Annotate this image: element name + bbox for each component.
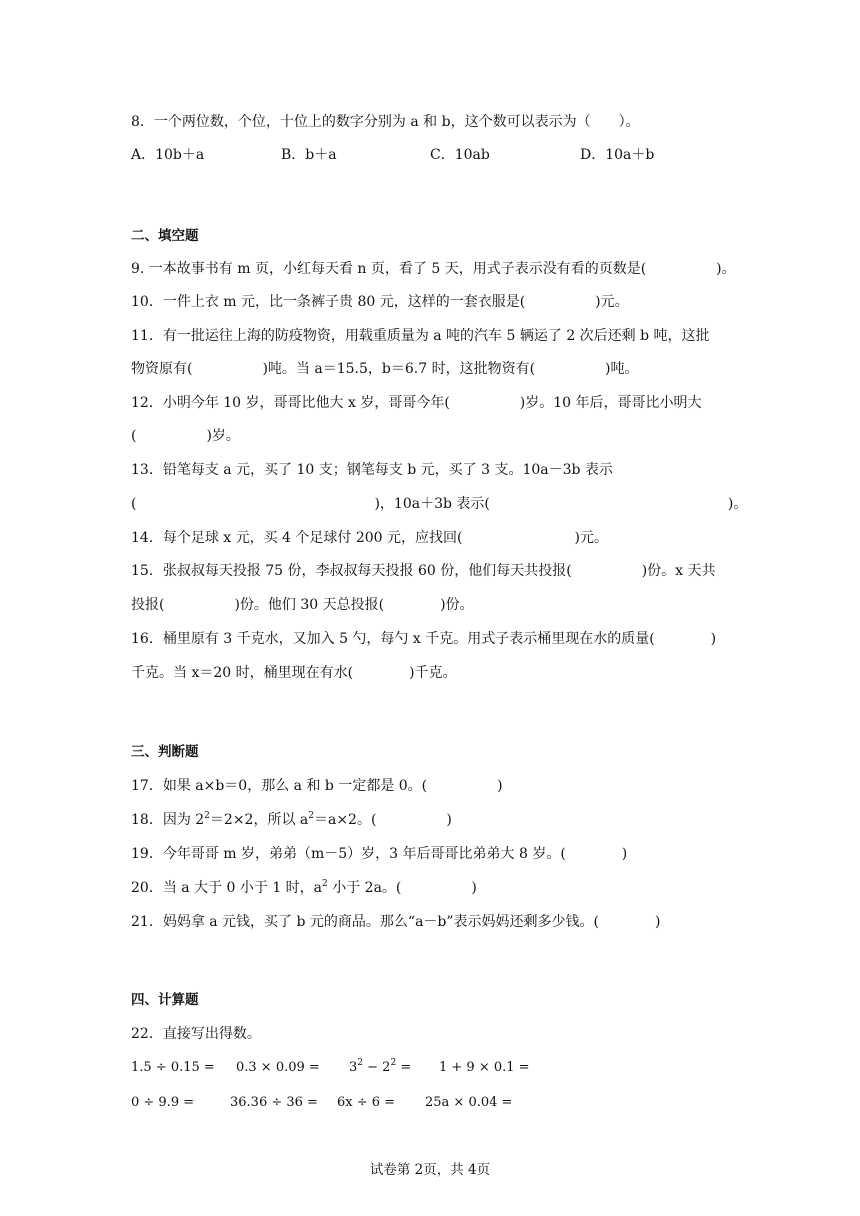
question-22: 22．直接写出得数。 xyxy=(131,1026,261,1042)
option-a: A．10b＋a xyxy=(131,147,205,163)
question-13-line-2: ( )，10a＋3b 表示( )。 xyxy=(131,496,748,512)
section-heading-fill: 二、填空题 xyxy=(131,228,199,244)
calc-item-3-exponent-2: 2 xyxy=(390,1058,397,1068)
option-d: D．10a＋b xyxy=(580,147,655,163)
question-14: 14．每个足球 x 元，买 4 个足球付 200 元，应找回( )元。 xyxy=(131,530,608,546)
calc-item-4: 1 + 9 × 0.1 = xyxy=(439,1060,530,1075)
question-9: 9. 一本故事书有 m 页，小红每天看 n 页，看了 5 天，用式子表示没有看的页数是( )。 xyxy=(131,261,736,277)
question-18-exponent-2: 2 xyxy=(308,811,314,821)
question-19: 19．今年哥哥 m 岁，弟弟（m－5）岁，3 年后哥哥比弟弟大 8 岁。( ) xyxy=(131,846,628,862)
question-20-exponent: 2 xyxy=(322,879,328,889)
calc-item-1: 1.5 ÷ 0.15 = xyxy=(131,1060,215,1075)
calc-item-3-base-2: − 2 xyxy=(363,1060,391,1075)
option-c: C．10ab xyxy=(430,147,490,163)
question-10: 10．一件上衣 m 元，比一条裤子贵 80 元，这样的一套衣服是( )元。 xyxy=(131,294,629,310)
question-15-line-1: 15．张叔叔每天投报 75 份，李叔叔每天投报 60 份，他们每天共投报( )份。x 天共 xyxy=(131,563,716,579)
calc-item-3-exponent-1: 2 xyxy=(357,1058,364,1068)
section-heading-calc: 四、计算题 xyxy=(131,992,199,1008)
question-11-line-1: 11．有一批运往上海的防疫物资，用载重质量为 a 吨的汽车 5 辆运了 2 次后还剩 b 吨，这批 xyxy=(131,328,710,344)
question-18-text-1: 18．因为 2 xyxy=(131,812,205,828)
option-b: B．b＋a xyxy=(281,147,337,163)
question-16-line-1: 16．桶里原有 3 千克水，又加入 5 勺，每勺 x 千克。用式子表示桶里现在水的质量( ) xyxy=(131,631,717,647)
page-footer: 试卷第 2页，共 4页 xyxy=(369,1162,491,1178)
question-18-text-2: ＝2×2，所以 a xyxy=(209,812,309,828)
question-20-text-1: 20．当 a 大于 0 小于 1 时，a xyxy=(131,880,323,896)
calc-item-6: 36.36 ÷ 36 = xyxy=(230,1095,318,1110)
calc-item-2: 0.3 × 0.09 = xyxy=(236,1060,320,1075)
calc-item-3 xyxy=(349,1058,411,1078)
question-12-line-2: ( )岁。 xyxy=(131,428,240,444)
question-13-line-1: 13．铅笔每支 a 元，买了 10 支；钢笔每支 b 元，买了 3 支。10a－3b 表示 xyxy=(131,462,613,478)
question-16-line-2: 千克。当 x＝20 时，桶里现在有水( )千克。 xyxy=(131,665,457,681)
question-20 xyxy=(131,878,477,898)
calc-item-8: 25a × 0.04 = xyxy=(425,1095,513,1110)
question-17: 17．如果 a×b＝0，那么 a 和 b 一定都是 0。( ) xyxy=(131,778,503,794)
calc-item-5: 0 ÷ 9.9 = xyxy=(131,1095,195,1110)
question-11-line-2: 物资原有( )吨。当 a＝15.5，b＝6.7 时，这批物资有( )吨。 xyxy=(131,361,639,377)
calc-item-3-equals: = xyxy=(396,1060,412,1075)
question-20-text-2: 小于 2a。( ) xyxy=(327,880,477,896)
question-18-exponent-1: 2 xyxy=(204,811,210,821)
question-15-line-2: 投报( )份。他们 30 天总投报( )份。 xyxy=(131,597,474,613)
question-12-line-1: 12．小明今年 10 岁，哥哥比他大 x 岁，哥哥今年( )岁。10 年后，哥哥比小明大 xyxy=(131,395,702,411)
question-18 xyxy=(131,810,452,830)
calc-item-7: 6x ÷ 6 = xyxy=(337,1095,396,1110)
question-8: 8．一个两位数，个位，十位上的数字分别为 a 和 b，这个数可以表示为（ ）。 xyxy=(131,114,640,130)
question-21: 21．妈妈拿 a 元钱，买了 b 元的商品。那么“a－b”表示妈妈还剩多少钱。( ) xyxy=(131,914,661,930)
question-18-text-3: ＝a×2。( ) xyxy=(313,812,452,828)
section-heading-judge: 三、判断题 xyxy=(131,744,199,760)
calc-item-3-base-1: 3 xyxy=(349,1060,358,1075)
